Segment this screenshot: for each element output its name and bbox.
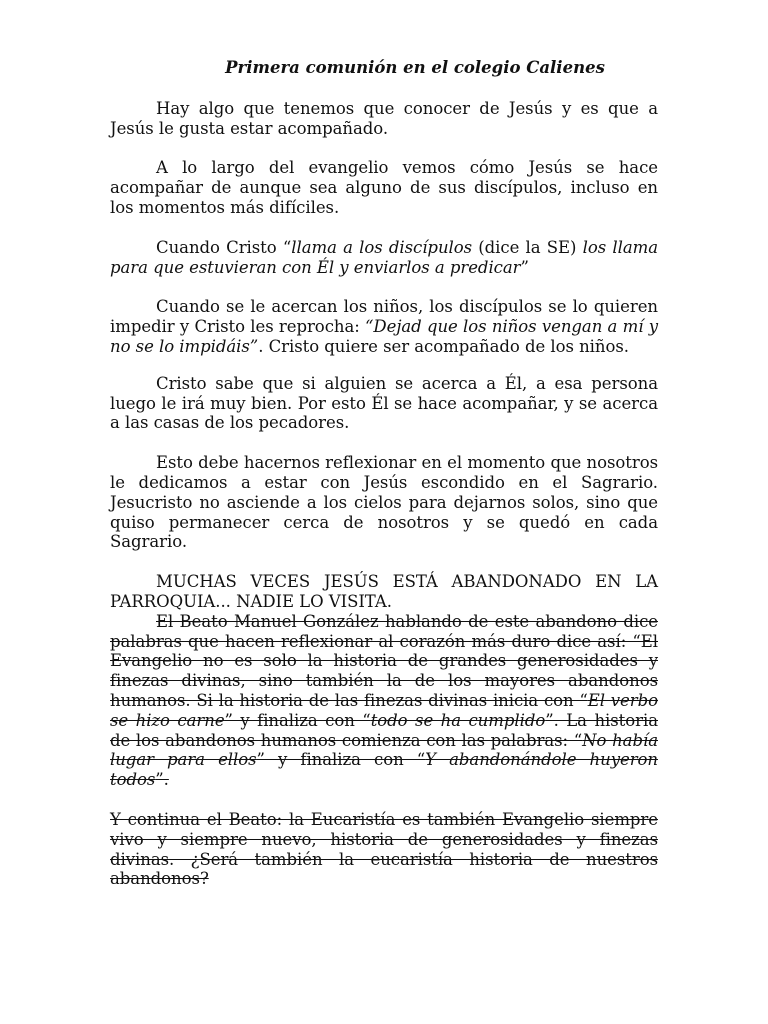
paragraph-3 [110,238,658,278]
document-page [110,58,658,909]
paragraph-3-text-c: ” [520,257,529,277]
paragraph-4 [110,297,658,356]
paragraph-3-quote-b: los llama para que estuvieran con Él y enviarlos a predicar [110,237,658,277]
paragraph-6: Esto debe hacernos reflexionar en el momento que nosotros le dedicamos a estar con Jesús escondido en el Sagrario. Jesucristo no asciende a los cielos para dejarnos solos, sino que quiso permanecer cerca de nosotros y se quedó en cada Sagrario. [110,453,658,552]
paragraph-8-quote-d: Y abandonándole huyeron todos [110,750,658,790]
paragraph-4-quote: “Dejad que los niños vengan a mí y no se lo impidáis” [110,317,659,356]
paragraph-9-struck: Y continua el Beato: la Eucaristía es también Evangelio siempre vivo y siempre nuevo, historia de generosidades y finezas divinas. ¿Será también la eucaristía historia de nuestros abandonos? [110,809,658,889]
paragraph-8-text-d: ” y finaliza con “ [256,750,426,770]
paragraph-1: Hay algo que tenemos que conocer de Jesús y es que a Jesús le gusta estar acompañado. [110,98,658,138]
paragraph-4-text-a: Cuando se le acercan los niños, los discípulos se lo quieren impedir y Cristo les reprocha: [110,297,658,337]
paragraph-3-quote-a: llama a los discípulos [291,237,473,257]
page-title: Primera comunión en el colegio Calienes [225,58,605,77]
paragraph-3-text-a: Cuando Cristo “ [156,237,292,257]
paragraph-8-quote-a: El verbo se hizo carne [110,690,658,730]
paragraph-8-text-c: ”. La historia de los abandonos humanos comienza con las palabras: “ [110,710,658,750]
paragraph-8-quote-c: No había lugar para ellos [110,730,658,770]
paragraph-3-text-b: (dice la SE) [472,237,583,257]
paragraph-4-text-b: . Cristo quiere ser acompañado de los niños. [258,336,629,356]
paragraph-8-text-b: ” y finaliza con “ [224,710,371,730]
paragraph-8-quote-b: todo se ha cumplido [370,710,546,730]
paragraph-8-struck [110,612,658,790]
paragraph-8-text-a: El Beato Manuel González hablando de este abandono dice palabras que hacen reflexionar al corazón más duro dice así: “El Evangelio no es solo la historia de grandes generosidades y finezas divinas, sino también la de los mayores abandonos humanos. Si la historia de las finezas divinas inicia con “ [110,611,658,710]
paragraph-7: MUCHAS VECES JESÚS ESTÁ ABANDONADO EN LA PARROQUIA... NADIE LO VISITA. [110,572,658,611]
paragraph-5: Cristo sabe que si alguien se acerca a Él, a esa persona luego le irá muy bien. Por esto Él se hace acompañar, y se acerca a las casas de los pecadores. [110,373,658,433]
paragraph-8-text-e: ”. [155,770,169,790]
paragraph-2: A lo largo del evangelio vemos cómo Jesús se hace acompañar de aunque sea alguno de sus discípulos, incluso en los momentos más difíciles. [110,158,658,217]
